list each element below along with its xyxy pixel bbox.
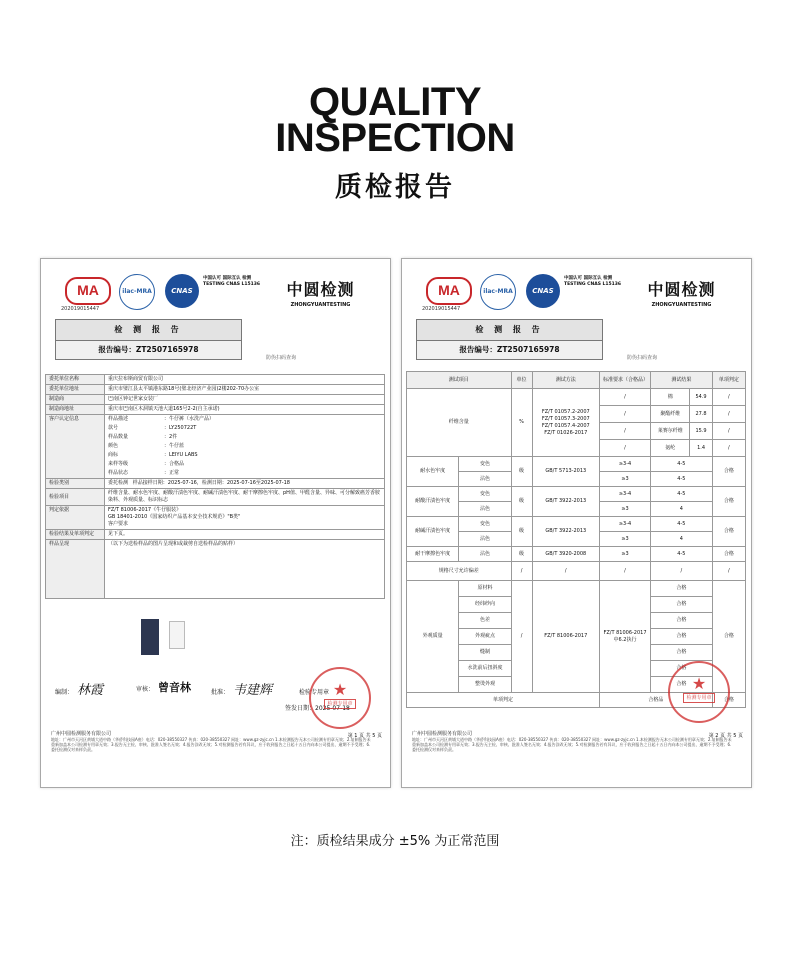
table-row [407, 389, 746, 406]
cell: 1.4 [690, 440, 712, 457]
cell: 合格 [712, 487, 745, 517]
cell: / [532, 562, 599, 581]
cell: 4-5 [651, 487, 713, 502]
cell: 沾色 [459, 532, 511, 547]
client-key: 样品状态 [108, 470, 129, 476]
brand-en: ZHONGYUANTESTING [290, 302, 351, 308]
cell: 合格 [651, 613, 713, 629]
table-row [407, 562, 746, 581]
header-cell: 测试方法 [532, 372, 599, 389]
cell: 4 [651, 502, 713, 517]
cell: ≥3 [600, 547, 651, 562]
cnas-text: 中国认可 国际互认 检测 TESTING CNAS L15136 [564, 276, 622, 287]
row-label: 客户认定信息 [46, 415, 105, 479]
footer-text: 地址：广州市天河区黄埔大道中路（华侨科技园A座）电话：020-38550327 传真：020-38550327 网址：www.gz-zyjc.cn 1.本检测报告无本公司检测专用章无效；2.复制报告未重新加盖本公司检测专用章无效；3.报告无主检、审核、批准人签名无效；4.报告涂改无效；5.对检测报告若有异议，应于收到报告之日起十五日内向本公司提出，逾期不予受理；6.委托检测仅对来样负责。 [412, 737, 732, 752]
cell: 色差 [459, 613, 511, 629]
table-row [46, 530, 385, 540]
cell: / [712, 389, 745, 406]
cell: 外观质量 [407, 581, 459, 693]
cell: 变色 [459, 517, 511, 532]
cell: 合格 [651, 597, 713, 613]
cell: 27.8 [690, 406, 712, 423]
cma-logo-icon: MA [426, 277, 472, 305]
table-row [46, 489, 385, 506]
report-page-2 [401, 258, 752, 788]
label-tag-photo [169, 621, 185, 649]
seal-label: 检验专用章 [299, 689, 330, 696]
footer-company: 广州中圆检测服务有限公司 [51, 731, 112, 737]
cell: FZ/T 81006-2017 中6.2执行 [600, 581, 651, 693]
cell: 合格 [651, 629, 713, 645]
seal-sub: 检测专用章 [683, 693, 714, 703]
client-value: ：LEIYU LABS [164, 452, 198, 458]
report-number: 报告编号：ZT2507165978 [98, 345, 199, 354]
cell: / [712, 440, 745, 457]
header-cell: 单项判定 [712, 372, 745, 389]
report-title: 检 测 报 告 [56, 320, 241, 341]
table-row [46, 479, 385, 489]
table-row [46, 540, 385, 599]
report-box [416, 319, 603, 360]
table-row [407, 547, 746, 562]
table-row [46, 395, 385, 405]
row-label: 判定依据 [46, 506, 105, 530]
cell: 耐酸汗渍色牢度 [407, 487, 459, 517]
cell: 变色 [459, 487, 511, 502]
footnote: 注：质检结果成分 ±5% 为正常范围 [290, 834, 500, 849]
official-seal [668, 661, 730, 723]
cell: 级 [511, 457, 532, 487]
star-icon: ★ [332, 680, 348, 699]
table-header [407, 372, 746, 389]
cma-number: 202019015447 [422, 306, 461, 312]
cell: 棉 [651, 389, 690, 406]
test-type: 委托检测 [108, 480, 129, 486]
title-line-1: QUALITY [308, 80, 482, 124]
client-key: 商标 [108, 452, 119, 458]
client-key: 款号 [108, 425, 119, 431]
header-cell: 标准要求（合格品） [600, 372, 651, 389]
cell: 4-5 [651, 517, 713, 532]
row-label: 检验类别 [46, 479, 105, 489]
method-line: FZ/T 01057.4-2007 [541, 422, 590, 429]
cell: 合格 [651, 645, 713, 661]
cell: 耐水色牢度 [407, 457, 459, 487]
cell: 合格 [651, 661, 713, 677]
footer [412, 732, 742, 759]
cell: GB/T 3922-2013 [532, 517, 599, 547]
cell: 沾色 [459, 547, 511, 562]
cell: / [511, 581, 532, 693]
cell: 莱赛尔纤维 [651, 423, 690, 440]
results-table [406, 371, 746, 708]
cell: 4-5 [651, 547, 713, 562]
scan-text: 防伪扫码查询 [266, 355, 297, 361]
method-line: FZ/T 01057.2-2007 [541, 408, 590, 415]
cell: 级 [511, 547, 532, 562]
cell: / [600, 562, 651, 581]
cell: ≥3 [600, 472, 651, 487]
cell: ≥3 [600, 532, 651, 547]
fiber-unit: % [511, 389, 532, 457]
sign-label: 编制： [55, 689, 74, 696]
table-row [46, 415, 385, 479]
signature-review [136, 679, 191, 695]
cell: 变色 [459, 457, 511, 472]
cell: 规格尺寸允许偏差 [407, 562, 512, 581]
fiber-methods [532, 389, 599, 457]
row-label: 检验结果及单项判定 [46, 530, 105, 540]
table-row [407, 581, 746, 597]
cell: 级 [511, 517, 532, 547]
page-number: 第 1 页 共 5 页 [347, 733, 382, 739]
cell: 耐碱汗渍色牢度 [407, 517, 459, 547]
cell: / [600, 406, 651, 423]
cell: ≥3 [600, 502, 651, 517]
footer [51, 732, 381, 759]
sign-name: 曾音林 [158, 681, 192, 694]
table-row [46, 506, 385, 530]
table-row [46, 385, 385, 395]
client-value: ：牛仔裤（水洗产品） [164, 416, 215, 422]
table-row [407, 517, 746, 532]
cnas-logo-icon: CNAS [165, 274, 199, 308]
sign-label: 批准： [211, 689, 230, 696]
cell: 4-5 [651, 472, 713, 487]
cell: FZ/T 81006-2017 [532, 581, 599, 693]
client-key: 样品数量 [108, 434, 129, 440]
brand-cn: 中圆检测 [286, 280, 355, 299]
cell: 聚酯纤维 [651, 406, 690, 423]
cell: 整烫外观 [459, 677, 511, 693]
cell: / [511, 562, 532, 581]
client-value: ：牛仔蓝 [164, 443, 185, 449]
cell: 4 [651, 532, 713, 547]
cma-logo-icon: MA [65, 277, 111, 305]
row-value: 纤维含量、耐水色牢度、耐酸汗渍色牢度、耐碱汗渍色牢度、耐干摩擦色牢度、pH值、甲醛含量、异味、可分解致癌芳香胺染料、外观质量、标识标志 [105, 489, 385, 506]
cell: 15.9 [690, 423, 712, 440]
client-value: ：合格品 [164, 461, 185, 467]
client-key: 来样等级 [108, 461, 129, 467]
info-table [45, 374, 385, 599]
row-label: 制造商地址 [46, 405, 105, 415]
cell: 经纬纱向 [459, 597, 511, 613]
sign-name: 林霞 [77, 683, 104, 698]
cell: 外观疵点 [459, 629, 511, 645]
cell: 54.9 [690, 389, 712, 406]
issue-date: 签发日期：2025-07-18 [285, 705, 350, 712]
basis-line: FZ/T 81006-2017《牛仔服装》 [108, 507, 182, 513]
cell: 合格 [712, 547, 745, 562]
cell: 4-5 [651, 457, 713, 472]
brand-cn: 中圆检测 [647, 280, 716, 299]
client-key: 颜色 [108, 443, 119, 449]
report-title: 检 测 报 告 [417, 320, 602, 341]
row-label: 样品呈现 [46, 540, 105, 599]
cell: 合格 [712, 693, 745, 708]
signature-approve [211, 679, 272, 698]
cell: / [651, 562, 713, 581]
row-value: 见下页。 [105, 530, 385, 540]
cnas-text: 中国认可 国际互认 检测 TESTING CNAS L15136 [203, 276, 261, 287]
row-value: 重庆市巴南区木洞镇天池大道165号2-2(自主承诺) [105, 405, 385, 415]
cell: 耐干摩擦色牢度 [407, 547, 459, 562]
header-logos [422, 274, 752, 314]
table-row [46, 405, 385, 415]
jeans-photo [141, 619, 159, 655]
cell: / [600, 423, 651, 440]
method-line: FZ/T 01026-2017 [544, 429, 588, 436]
client-value: ：正常 [164, 470, 180, 476]
client-value: ：2件 [164, 434, 178, 440]
row-value [105, 506, 385, 530]
row-value: 重庆市璧江县太平镇港东路18号(璧北经济产业园)2楼202-70办公室 [105, 385, 385, 395]
client-value: ：LY250722T [164, 425, 197, 431]
photo-cell [105, 540, 385, 599]
table-row [407, 457, 746, 472]
star-icon: ★ [691, 674, 707, 693]
cell: GB/T 5713-2013 [532, 457, 599, 487]
brand-en: ZHONGYUANTESTING [651, 302, 712, 308]
footer-text: 地址：广州市天河区黄埔大道中路（华侨科技园A座）电话：020-38550327 传真：020-38550327 网址：www.gz-zyjc.cn 1.本检测报告无本公司检测专用章无效；2.复制报告未重新加盖本公司检测专用章无效；3.报告无主检、审核、批准人签名无效；4.报告涂改无效；5.对检测报告若有异议，应于收到报告之日起十五日内向本公司提出，逾期不予受理；6.委托检测仅对来样负责。 [51, 737, 371, 752]
cell: 合格 [712, 517, 745, 547]
report-page-1 [40, 258, 391, 788]
cell: GB/T 3922-2013 [532, 487, 599, 517]
row-value: 巴南区钟记世家女装厂 [105, 395, 385, 405]
sign-label: 审核： [136, 686, 155, 693]
official-seal [309, 667, 371, 729]
title-line-2: INSPECTION [275, 116, 515, 160]
row-value [105, 479, 385, 489]
seal-sub: 检测专用章 [324, 699, 355, 709]
table-row [46, 375, 385, 385]
cell: 级 [511, 487, 532, 517]
cma-number: 202019015447 [61, 306, 100, 312]
cnas-logo-icon: CNAS [526, 274, 560, 308]
cell: 沾色 [459, 472, 511, 487]
cell: 沾色 [459, 502, 511, 517]
cell: 合格 [651, 677, 713, 693]
header-cell: 测试结果 [651, 372, 713, 389]
row-label: 检验项目 [46, 489, 105, 506]
basis-line: GB 18401-2010《国家纺织产品基本安全技术规范》"B类" [108, 514, 241, 520]
cell: 合格 [712, 457, 745, 487]
table-row [407, 487, 746, 502]
ilac-logo-icon: ilac-MRA [480, 274, 516, 310]
brand [273, 277, 368, 308]
ilac-logo-icon: ilac-MRA [119, 274, 155, 310]
cell: 合格 [651, 581, 713, 597]
header-cell: 单位 [511, 372, 532, 389]
footer-company: 广州中圆检测服务有限公司 [412, 731, 473, 737]
row-label: 委托单位地址 [46, 385, 105, 395]
photo-caption: （以下为送检样品的图片呈现和或裁剪自送检样品的贴样） [108, 541, 239, 547]
signature-editor [55, 679, 103, 698]
cell: 单项判定 [407, 693, 600, 708]
cell: 原材料 [459, 581, 511, 597]
brand [634, 277, 729, 308]
fiber-label: 纤维含量 [407, 389, 512, 457]
header-logos [61, 274, 391, 314]
header-cell: 测试项目 [407, 372, 512, 389]
cell: ≥3-4 [600, 517, 651, 532]
cell: 缝制 [459, 645, 511, 661]
cell: 水洗前后扭斜度 [459, 661, 511, 677]
client-table [105, 415, 384, 478]
cell: / [600, 389, 651, 406]
cell: ≥3-4 [600, 487, 651, 502]
cell: 合格 [712, 581, 745, 693]
method-line: FZ/T 01057.3-2007 [541, 415, 590, 422]
cell: / [600, 440, 651, 457]
page-number: 第 2 页 共 5 页 [708, 733, 743, 739]
cell: / [712, 423, 745, 440]
sign-name: 韦建辉 [233, 683, 273, 698]
client-key: 样品描述 [108, 416, 129, 422]
cell: / [712, 406, 745, 423]
row-value: 重庆拉布斯商贸有限公司 [105, 375, 385, 385]
report-box [55, 319, 242, 360]
basis-line: 客户要求 [108, 521, 129, 527]
cell: ≥3-4 [600, 457, 651, 472]
client-info [105, 415, 385, 479]
scan-text: 防伪扫码查询 [627, 355, 658, 361]
title-cn: 质检报告 [335, 172, 455, 203]
row-label: 制造商 [46, 395, 105, 405]
cell: 氨纶 [651, 440, 690, 457]
report-number: 报告编号：ZT2507165978 [459, 345, 560, 354]
cell: / [712, 562, 745, 581]
cell: GB/T 3920-2008 [532, 547, 599, 562]
cell: 合格品 [600, 693, 713, 708]
test-date: 样品接样日期：2025-07-16，检测日期：2025-07-16至2025-07-18 [132, 480, 290, 486]
row-label: 委托单位名称 [46, 375, 105, 385]
